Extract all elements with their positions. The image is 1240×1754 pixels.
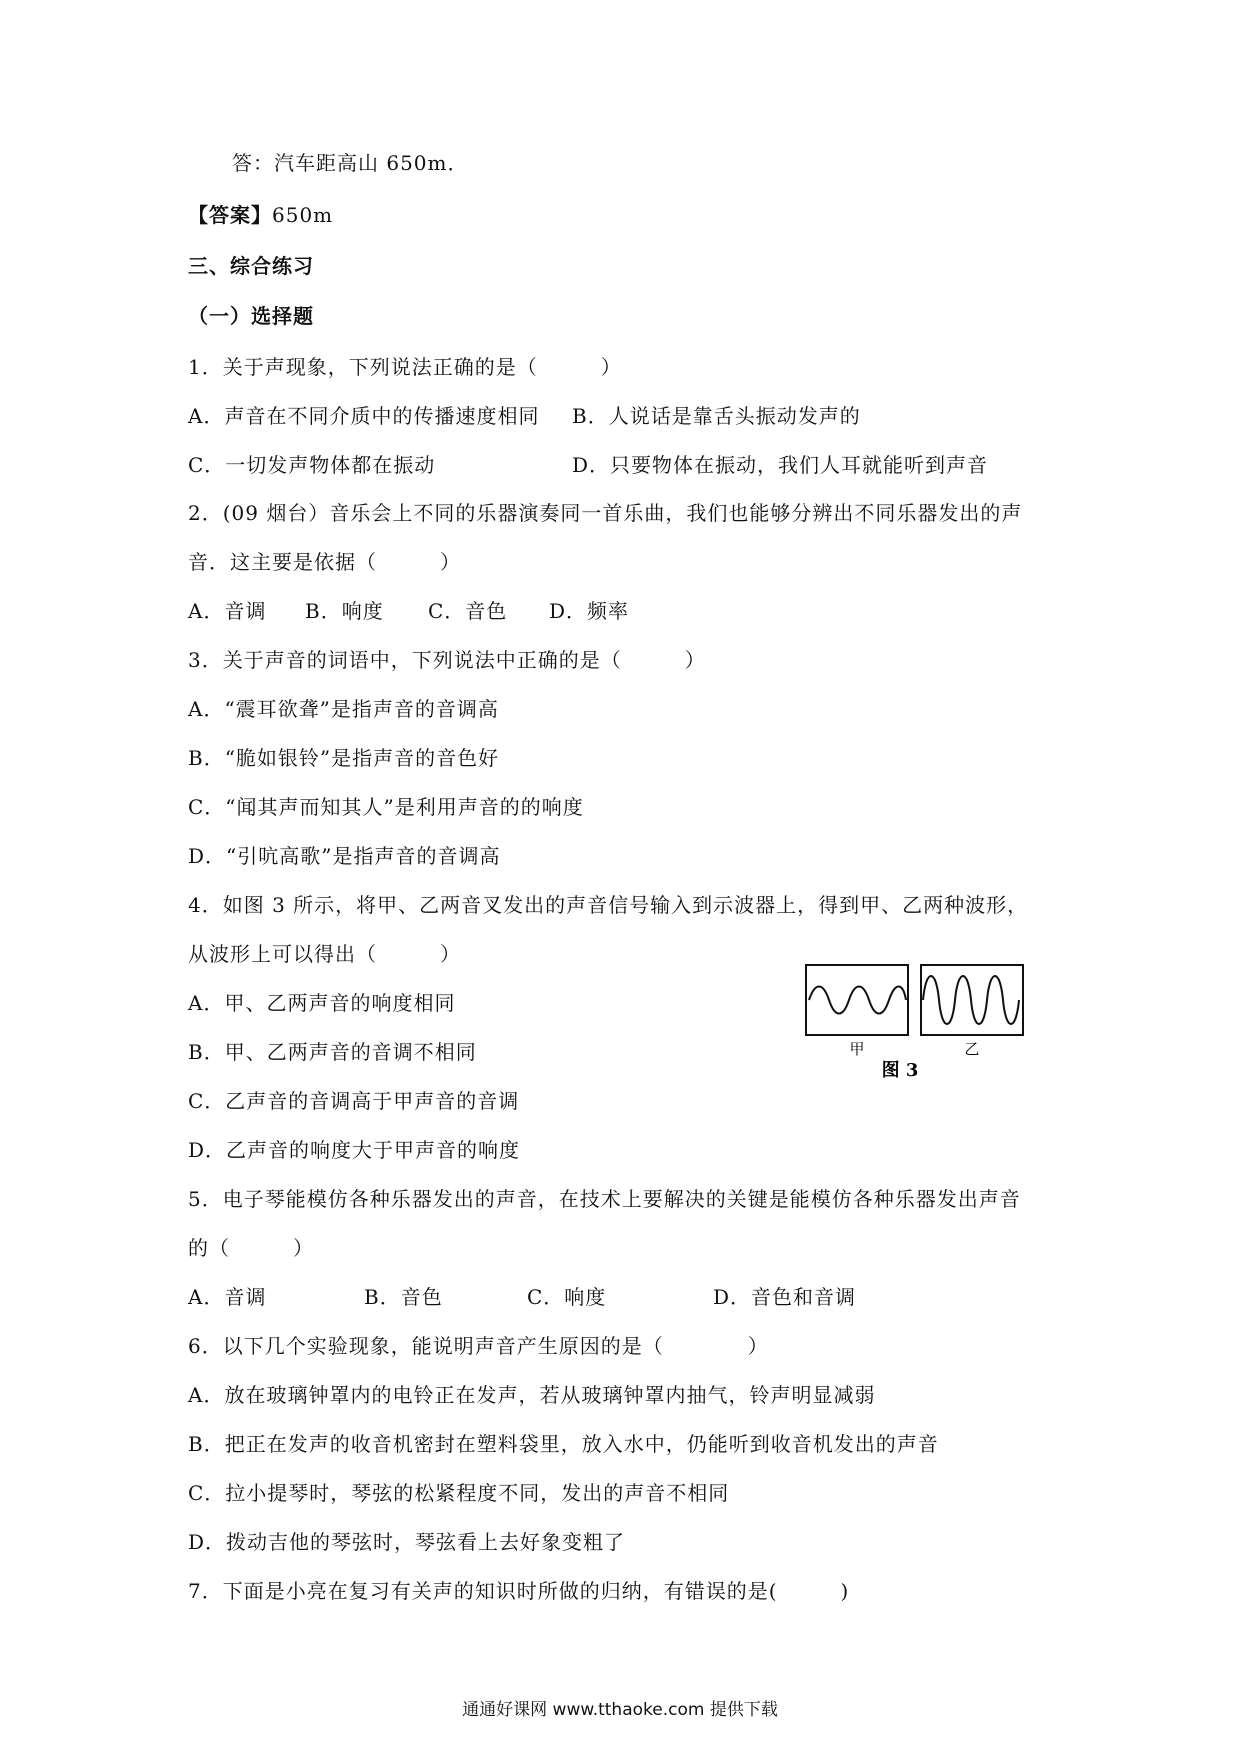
question-4-option-a: A．甲、乙两声音的响度相同 — [188, 991, 456, 1015]
waveform-jia-curve — [809, 987, 906, 1014]
question-3-option-d: D．“引吭高歌”是指声音的音调高 — [188, 844, 501, 868]
question-3-stem: 3．关于声音的词语中，下列说法中正确的是（ ） — [188, 648, 706, 672]
answer-statement: 答：汽车距高山 650m． — [232, 151, 469, 175]
waveform-jia-label: 甲 — [849, 1040, 865, 1058]
question-1-option-a: A．声音在不同介质中的传播速度相同 — [188, 404, 540, 428]
question-2-option-d: D．频率 — [549, 599, 630, 623]
question-5-option-b: B．音色 — [364, 1285, 443, 1309]
figure-3 — [805, 964, 1025, 1084]
figure-caption: 图 3 — [881, 1060, 919, 1081]
question-4-option-b: B．甲、乙两声音的音调不相同 — [188, 1040, 477, 1064]
question-2-stem-line-1: 2．(09 烟台）音乐会上不同的乐器演奏同一首乐曲，我们也能够分辨出不同乐器发出的声 — [188, 501, 1023, 525]
question-2-stem-line-2: 音．这主要是依据（ ） — [188, 550, 461, 574]
question-4-option-c: C．乙声音的音调高于甲声音的音调 — [188, 1089, 520, 1113]
question-1-option-d: D．只要物体在振动，我们人耳就能听到声音 — [572, 453, 989, 477]
question-6-stem: 6．以下几个实验现象，能说明声音产生原因的是（ ） — [188, 1334, 769, 1358]
answer-label: 【答案】 — [188, 203, 272, 227]
question-2-option-c: C．音色 — [428, 599, 508, 623]
question-7-stem: 7．下面是小亮在复习有关声的知识时所做的归纳，有错误的是( ) — [188, 1579, 850, 1603]
waveform-diagram — [805, 964, 1025, 1084]
waveform-yi-label: 乙 — [964, 1040, 980, 1058]
question-6-option-b: B．把正在发声的收音机密封在塑料袋里，放入水中，仍能听到收音机发出的声音 — [188, 1432, 939, 1456]
question-6-option-d: D．拨动吉他的琴弦时，琴弦看上去好象变粗了 — [188, 1530, 626, 1554]
waveform-jia-frame — [806, 965, 908, 1035]
question-5-stem-line-1: 5．电子琴能模仿各种乐器发出的声音，在技术上要解决的关键是能模仿各种乐器发出声音 — [188, 1187, 1021, 1211]
question-4-stem-line-1: 4．如图 3 所示，将甲、乙两音叉发出的声音信号输入到示波器上，得到甲、乙两种波形， — [188, 893, 1029, 917]
question-5-stem-line-2: 的（ ） — [188, 1236, 314, 1260]
question-6-option-c: C．拉小提琴时，琴弦的松紧程度不同，发出的声音不相同 — [188, 1481, 730, 1505]
question-4-option-d: D．乙声音的响度大于甲声音的响度 — [188, 1138, 521, 1162]
section-title: 三、综合练习 — [188, 254, 314, 278]
question-3-option-a: A．“震耳欲聋”是指声音的音调高 — [188, 697, 499, 721]
question-3-option-b: B．“脆如银铃”是指声音的音色好 — [188, 746, 500, 770]
waveform-yi-curve — [923, 976, 1019, 1024]
question-1-stem: 1．关于声现象，下列说法正确的是（ ） — [188, 355, 622, 379]
question-5-option-c: C．响度 — [527, 1285, 607, 1309]
page-footer: 通通好课网 www.tthaoke.com 提供下载 — [462, 1700, 778, 1720]
question-1-option-c: C．一切发声物体都在振动 — [188, 453, 436, 477]
question-5-option-d: D．音色和音调 — [713, 1285, 857, 1309]
question-3-option-c: C．“闻其声而知其人”是利用声音的的响度 — [188, 795, 584, 819]
answer-value: 650m — [272, 203, 334, 227]
answer-line — [188, 202, 333, 228]
subsection-title: （一）选择题 — [188, 304, 314, 328]
question-2-option-b: B．响度 — [305, 599, 384, 623]
question-1-option-b: B．人说话是靠舌头振动发声的 — [572, 404, 861, 428]
question-2-option-a: A．音调 — [188, 599, 267, 623]
question-4-stem-line-2: 从波形上可以得出（ ） — [188, 942, 461, 966]
question-6-option-a: A．放在玻璃钟罩内的电铃正在发声，若从玻璃钟罩内抽气，铃声明显减弱 — [188, 1383, 876, 1407]
question-5-option-a: A．音调 — [188, 1285, 267, 1309]
